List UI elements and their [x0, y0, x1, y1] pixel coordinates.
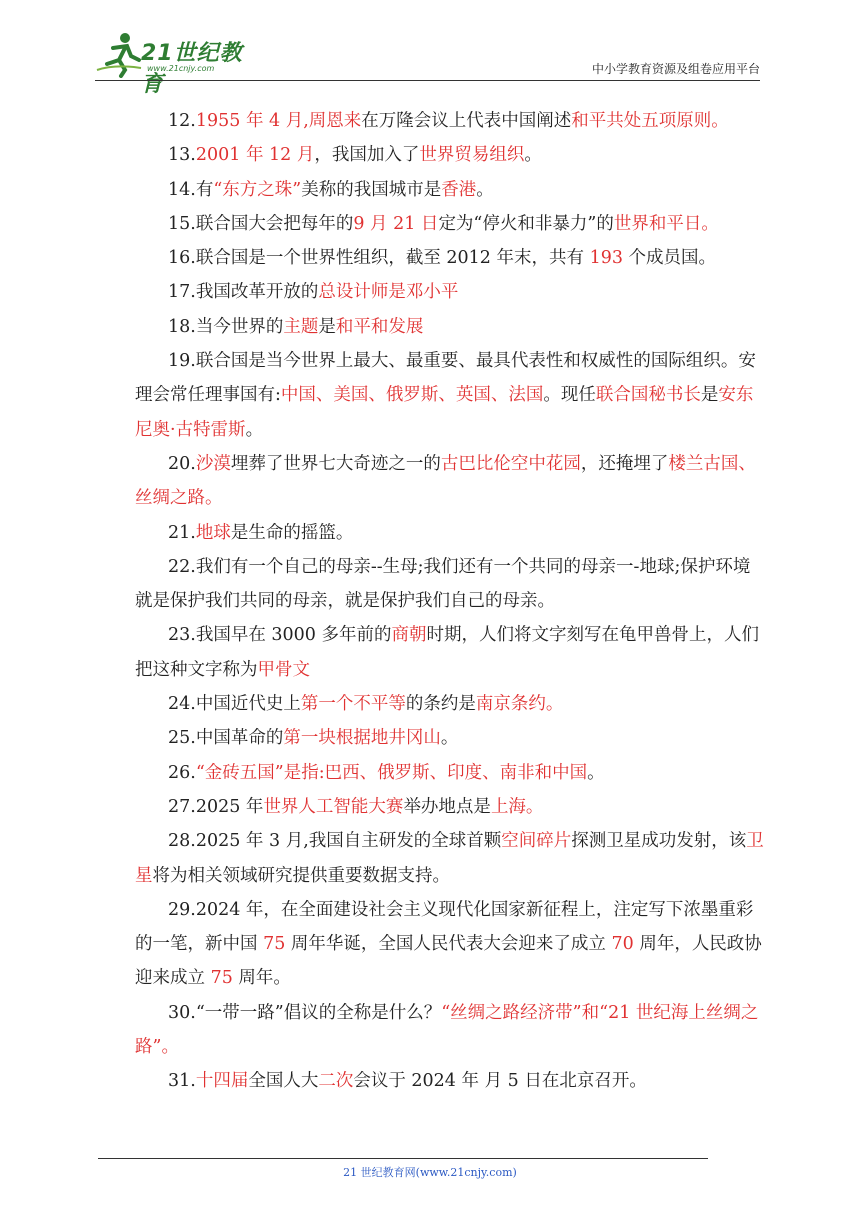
highlighted-answer: 9 月 21 日 — [353, 213, 439, 234]
item-text: 周年华诞，全国人民代表大会迎来了成立 — [285, 934, 612, 955]
item-text: 。 — [476, 179, 494, 200]
highlighted-answer: 和平共处五项原则。 — [571, 111, 729, 131]
site-logo[interactable] — [95, 30, 265, 97]
highlighted-answer: 中国、美国、俄罗斯、英国、法国 — [280, 385, 544, 406]
item-text: 将为相关领域研究提供重要数据支持。 — [152, 865, 450, 886]
list-item — [135, 104, 765, 138]
highlighted-answer: 主题 — [283, 316, 319, 337]
item-text: 。现任 — [543, 385, 596, 406]
highlighted-answer: 地球 — [195, 522, 231, 543]
footer-text[interactable]: 21 世纪教育网(www.21cnjy.com) — [343, 1166, 517, 1179]
highlighted-answer: 安东尼奥·古特雷斯 — [135, 385, 754, 440]
highlighted-answer: “丝绸之路经济带”和“21 世纪海上丝绸之路”。 — [135, 1002, 759, 1058]
item-text: 26. — [168, 762, 196, 783]
item-text: 31. — [168, 1071, 196, 1092]
list-item — [135, 516, 765, 550]
item-text: 是 — [318, 316, 336, 337]
page-header — [95, 30, 760, 97]
item-text: 12. — [168, 111, 196, 131]
logo-url: www.21cnjy.com — [147, 64, 215, 73]
list-item — [135, 447, 765, 516]
highlighted-answer: 总设计师是邓小平 — [318, 282, 459, 303]
highlighted-answer: 上海。 — [490, 796, 544, 817]
highlighted-answer: 卫星 — [135, 831, 764, 886]
item-text: 19.联合国是当今世界上最大、最重要、最具代表性和权威性的国际组织。安理会常任理事国有: — [135, 351, 756, 406]
item-text: 27.2025 年 — [168, 796, 264, 817]
item-text: 会议于 2024 年 月 5 日在北京召开。 — [353, 1071, 647, 1092]
highlighted-answer: 2001 年 12 月 — [195, 145, 315, 166]
item-text: ，还掩埋了 — [580, 453, 669, 474]
highlighted-answer: 和平和发展 — [335, 316, 424, 337]
item-text: 14.有 — [168, 179, 214, 200]
item-text: 定为“停火和非暴力”的 — [438, 213, 614, 234]
item-text: 17.我国改革开放的 — [168, 282, 319, 303]
list-item — [135, 1064, 765, 1098]
item-text: 个成员国。 — [622, 248, 717, 269]
list-item — [135, 207, 765, 241]
item-text: 13. — [168, 145, 196, 166]
highlighted-answer: 甲骨文 — [257, 659, 310, 680]
item-text: 探测卫星成功发射，该 — [571, 831, 747, 852]
item-text: 22.我们有一个自己的母亲--生母;我们还有一个共同的母亲一-地球;保护环境就是保护我们共同的母亲，就是保护我们自己的母亲。 — [135, 556, 751, 612]
item-text: 是 — [700, 385, 719, 406]
highlighted-answer: 世界和平日。 — [613, 213, 719, 234]
item-text: 24.中国近代史上 — [168, 694, 301, 715]
item-text: 23.我国早在 3000 多年前的 — [168, 625, 392, 646]
list-item — [135, 824, 765, 893]
item-text: 30.“一带一路”倡议的全称是什么？ — [168, 1002, 442, 1023]
highlighted-answer: 75 — [263, 934, 286, 955]
list-item — [135, 173, 765, 207]
item-text: 美称的我国城市是 — [301, 179, 442, 200]
item-text: 埋葬了世界七大奇迹之一的 — [230, 453, 441, 474]
highlighted-answer: 1955 年 4 月,周恩来 — [195, 111, 362, 131]
item-text: 举办地点是 — [403, 796, 491, 817]
highlighted-answer: 193 — [589, 248, 623, 269]
list-item — [135, 893, 765, 996]
item-text: ，我国加入了 — [314, 145, 420, 166]
highlighted-answer: 十四届 — [195, 1071, 249, 1092]
highlighted-answer: 南京条约。 — [475, 694, 564, 715]
list-item — [135, 344, 765, 447]
highlighted-answer: 世界贸易组织 — [419, 145, 525, 166]
item-text: 全国人大 — [248, 1071, 319, 1092]
highlighted-answer: 第一个不平等 — [300, 694, 406, 715]
item-text: 28.2025 年 3 月,我国自主研发的全球首颗 — [168, 831, 502, 852]
item-text: 。 — [440, 728, 459, 749]
item-text: 周年。 — [232, 968, 291, 989]
question-list — [135, 104, 765, 1099]
highlighted-answer: 联合国秘书长 — [595, 385, 701, 406]
highlighted-answer: 古巴比伦空中花园 — [440, 453, 581, 474]
item-text: 时期，人们将文字刻写在龟甲兽骨上，人们把这种文字称为 — [135, 625, 759, 680]
highlighted-answer: 空间碎片 — [501, 831, 572, 852]
item-text: 18.当今世界的 — [168, 316, 284, 337]
list-item — [135, 721, 765, 755]
footer-divider — [98, 1158, 708, 1159]
highlighted-answer: 楼兰古国、丝绸之路。 — [135, 453, 756, 509]
platform-name: 中小学教育资源及组卷应用平台 — [591, 62, 760, 76]
list-item — [135, 550, 765, 619]
list-item — [135, 756, 765, 790]
item-text: 在万隆会议上代表中国阐述 — [361, 111, 572, 131]
highlighted-answer: 沙漠 — [195, 453, 231, 474]
item-text: 是生命的摇篮。 — [230, 522, 354, 543]
item-text: 。 — [524, 145, 542, 166]
highlighted-answer: “东方之珠” — [213, 179, 302, 200]
item-text: 20. — [168, 453, 196, 474]
item-text: 16.联合国是一个世界性组织，截至 2012 年末，共有 — [168, 248, 590, 269]
list-item — [135, 241, 765, 275]
list-item — [135, 275, 765, 309]
item-text: 25.中国革命的 — [168, 728, 284, 749]
highlighted-answer: 商朝 — [391, 625, 427, 646]
item-text: 15.联合国大会把每年的 — [168, 213, 354, 234]
logo-text: 21世纪教育 — [141, 41, 243, 97]
list-item — [135, 138, 765, 172]
list-item — [135, 687, 765, 721]
list-item — [135, 996, 765, 1065]
list-item — [135, 310, 765, 344]
item-text: 。 — [245, 419, 264, 440]
list-item — [135, 618, 765, 687]
item-text: 29.2024 年，在全面建设社会主义现代化国家新征程上，注定写下浓墨重彩的一笔，新中国 — [135, 899, 754, 955]
highlighted-answer: 第一块根据地井冈山 — [283, 728, 441, 749]
item-text: 。 — [587, 762, 605, 783]
highlighted-answer: 二次 — [318, 1071, 354, 1092]
highlighted-answer: 75 — [210, 968, 233, 989]
item-text: 21. — [168, 522, 196, 543]
highlighted-answer: 世界人工智能大赛 — [263, 796, 404, 817]
highlighted-answer: “金砖五国”是指:巴西、俄罗斯、印度、南非和中国 — [195, 762, 588, 783]
item-text: 周年，人民政协迎来成立 — [135, 934, 762, 989]
highlighted-answer: 香港 — [441, 179, 477, 200]
header-divider — [95, 80, 760, 81]
list-item — [135, 790, 765, 824]
runner-icon — [95, 30, 145, 78]
item-text: 的条约是 — [405, 694, 476, 715]
highlighted-answer: 70 — [611, 934, 634, 955]
